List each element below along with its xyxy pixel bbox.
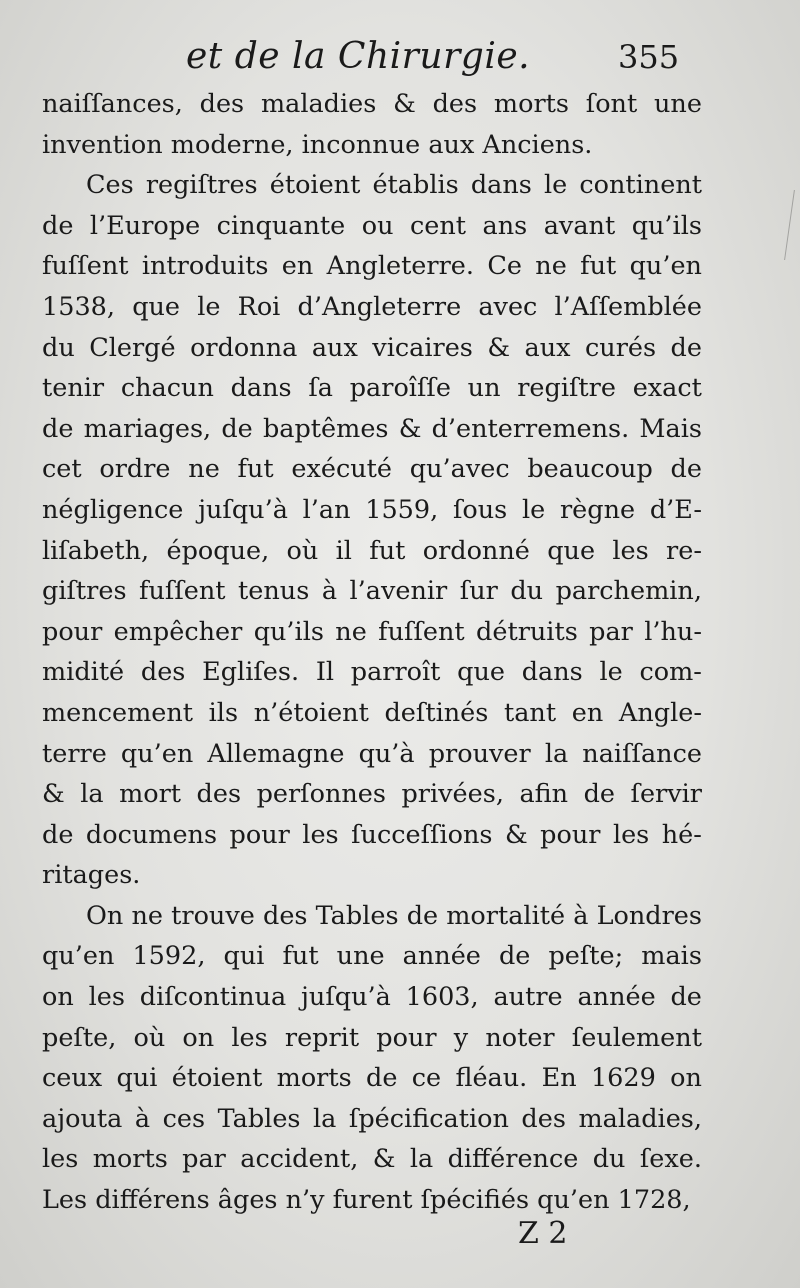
paragraph	[42, 165, 702, 896]
text-line: ceux qui étoient morts de ce fléau. En 1629 on	[42, 1063, 702, 1094]
page-number: 355	[618, 38, 680, 76]
text-line: ajouta à ces Tables la ſpécification des maladies,	[42, 1103, 702, 1134]
text-line: peſte, où on les reprit pour y noter ſeulement	[42, 1022, 702, 1053]
text-line: On ne trouve des Tables de mortalité à Londres	[86, 900, 702, 931]
text-line: négligence juſqu’à l’an 1559, ſous le règne d’E-	[42, 494, 702, 525]
text-line: fuſſent introduits en Angleterre. Ce ne fut qu’en	[42, 251, 702, 282]
running-title: et de la Chirurgie.	[186, 36, 531, 77]
text-line: & la mort des perſonnes privées, afin de ſervir	[42, 779, 702, 810]
text-line: de mariages, de baptêmes & d’enterremens. Mais	[42, 413, 702, 444]
text-line: les morts par accident, & la différence du ſexe.	[42, 1144, 702, 1175]
text-line: pour empêcher qu’ils ne fuſſent détruits par l’hu-	[42, 616, 702, 647]
text-line: on les diſcontinua juſqu’à 1603, autre année de	[42, 982, 702, 1013]
text-line: du Clergé ordonna aux vicaires & aux curés de	[42, 332, 702, 363]
signature-mark: Z 2	[518, 1216, 568, 1251]
text-line: Les différens âges n’y furent ſpécifiés qu’en 1728,	[42, 1185, 691, 1216]
text-line: Ces regiſtres étoient établis dans le continent	[86, 170, 702, 201]
text-line: mencement ils n’étoient deſtinés tant en Angle-	[42, 697, 702, 728]
text-line: 1538, que le Roi d’Angleterre avec l’Aſſemblée	[42, 291, 702, 322]
text-line: ritages.	[42, 860, 141, 891]
text-line: liſabeth, époque, où il fut ordonné que les re-	[42, 535, 702, 566]
page-crease	[780, 190, 795, 260]
text-line: de documens pour les ſucceſſions & pour les hé-	[42, 819, 702, 850]
text-line: tenir chacun dans ſa paroîſſe un regiſtre exact	[42, 373, 702, 404]
text-line: de l’Europe cinquante ou cent ans avant qu’ils	[42, 210, 702, 241]
text-line: qu’en 1592, qui fut une année de peſte; mais	[42, 941, 702, 972]
text-line: midité des Egliſes. Il parroît que dans le com-	[42, 657, 702, 688]
paragraph	[42, 896, 702, 1221]
body-text	[42, 84, 702, 1221]
text-line: invention moderne, inconnue aux Anciens.	[42, 129, 593, 160]
text-line: terre qu’en Allemagne qu’à prouver la naiſſance	[42, 738, 702, 769]
text-line: cet ordre ne fut exécuté qu’avec beaucoup de	[42, 454, 702, 485]
text-line: giſtres fuſſent tenus à l’avenir ſur du parchemin,	[42, 576, 702, 607]
paragraph	[42, 84, 702, 165]
text-line: naiſſances, des maladies & des morts ſont une	[42, 89, 702, 119]
page-header	[0, 36, 800, 86]
